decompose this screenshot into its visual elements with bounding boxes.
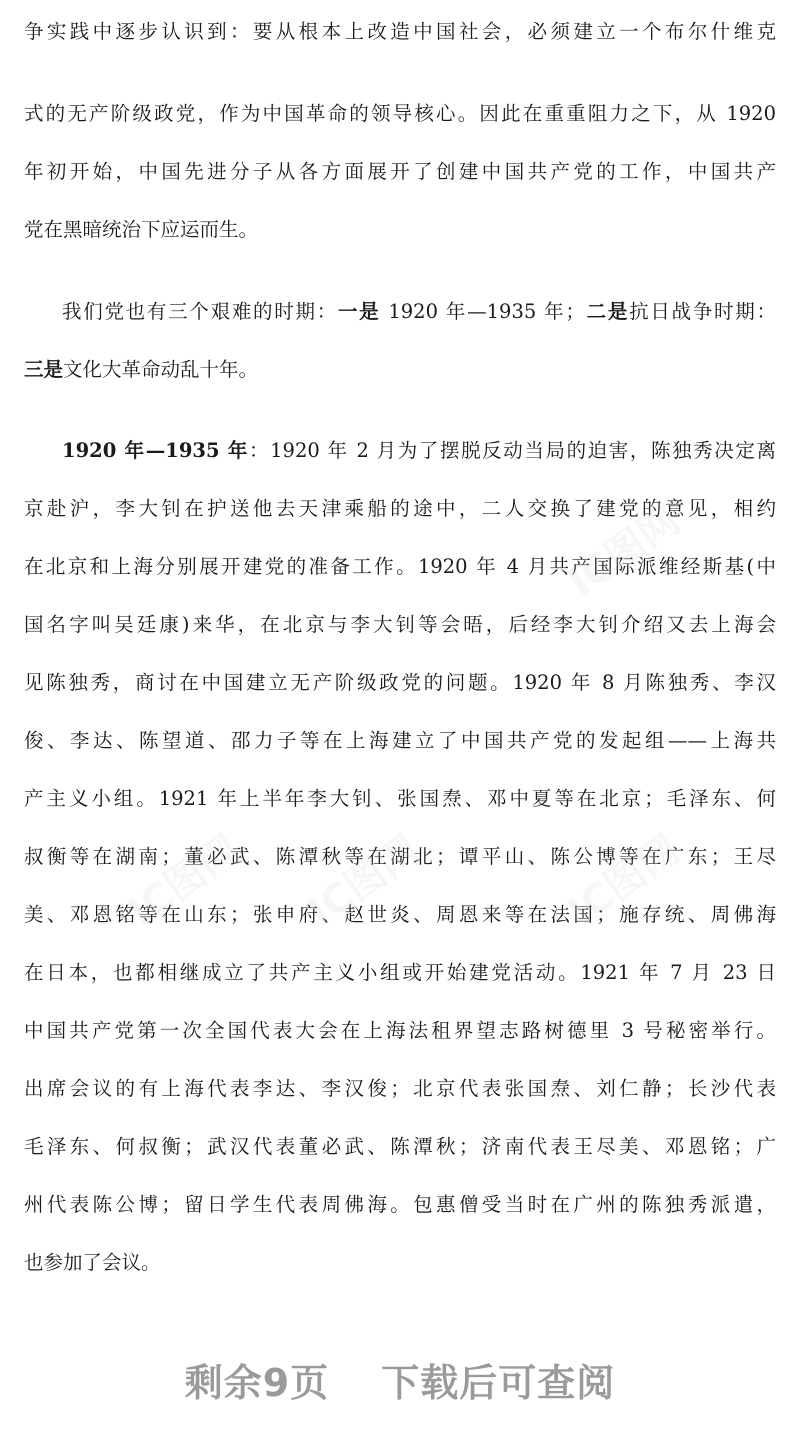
watermark-logo: IC图网 xyxy=(560,826,689,936)
text-run: ：1920 年 2 月为了摆脱反动当局的迫害，陈独秀决定离 xyxy=(249,439,776,462)
text-line xyxy=(24,356,776,384)
watermark-logo: IC图网 xyxy=(560,496,689,606)
text-line: 中国共产党第一次全国代表大会在上海法租界望志路树德里 3 号秘密举行。 xyxy=(24,1019,776,1042)
text-line: 美、邓恩铭等在山东；张申府、赵世炎、周恩来等在法国；施存统、周佛海 xyxy=(24,903,776,926)
bold-label: 二是 xyxy=(584,300,630,323)
text-run: 文化大革命动乱十年。 xyxy=(63,358,259,381)
text-run: 我们党也有三个艰难的时期： xyxy=(62,300,338,323)
bold-label: 一是 xyxy=(337,300,381,323)
text-line: 叔衡等在湖南；董必武、陈潭秋等在湖北；谭平山、陈公博等在广东；王尽 xyxy=(24,845,776,868)
watermark-logo: IC图网 xyxy=(120,826,249,936)
text-line xyxy=(24,437,776,465)
text-line: 式的无产阶级政党，作为中国革命的领导核心。因此在重重阻力之下，从 1920 xyxy=(24,102,776,125)
text-line: 俊、李达、陈望道、邵力子等在上海建立了中国共产党的发起组——上海共 xyxy=(24,729,776,752)
text-line: 产主义小组。1921 年上半年李大钊、张国焘、邓中夏等在北京；毛泽东、何 xyxy=(24,787,776,810)
text-line: 出席会议的有上海代表李达、李汉俊；北京代表张国焘、刘仁静；长沙代表 xyxy=(24,1077,776,1100)
text-line: 在北京和上海分别展开建党的准备工作。1920 年 4 月共产国际派维经斯基(中 xyxy=(24,555,776,578)
text-line: 京赴沪，李大钊在护送他去天津乘船的途中，二人交换了建党的意见，相约 xyxy=(24,497,776,520)
text-line: 年初开始，中国先进分子从各方面展开了创建中国共产党的工作，中国共产 xyxy=(24,160,776,183)
text-line: 党在黑暗统治下应运而生。 xyxy=(24,218,259,241)
text-line xyxy=(24,298,776,326)
text-line: 在日本，也都相继成立了共产主义小组或开始建党活动。1921 年 7 月 23 日 xyxy=(24,961,776,984)
text-run: 抗日战争时期： xyxy=(629,300,776,323)
download-prompt[interactable] xyxy=(0,1352,800,1407)
text-line: 州代表陈公博；留日学生代表周佛海。包惠僧受当时在广州的陈独秀派遣， xyxy=(24,1193,776,1216)
text-line: 也参加了会议。 xyxy=(24,1251,161,1274)
text-line: 国名字叫吴廷康)来华，在北京与李大钊等会晤，后经李大钊介绍又去上海会 xyxy=(24,613,776,636)
remaining-pages-label: 剩余9页 xyxy=(184,1361,330,1405)
text-line: 争实践中逐步认识到：要从根本上改造中国社会，必须建立一个布尔什维克 xyxy=(24,20,776,43)
watermark-logo: IC图网 xyxy=(300,826,429,936)
bold-label: 1920 年—1935 年 xyxy=(62,439,250,462)
text-line: 见陈独秀，商讨在中国建立无产阶级政党的问题。1920 年 8 月陈独秀、李汉 xyxy=(24,671,776,694)
text-run: 1920 年—1935 年； xyxy=(380,300,585,323)
bold-label: 三是 xyxy=(24,358,64,381)
download-to-view-label[interactable]: 下载后可查阅 xyxy=(381,1361,616,1405)
text-line: 毛泽东、何叔衡；武汉代表董必武、陈潭秋；济南代表王尽美、邓恩铭；广 xyxy=(24,1135,776,1158)
